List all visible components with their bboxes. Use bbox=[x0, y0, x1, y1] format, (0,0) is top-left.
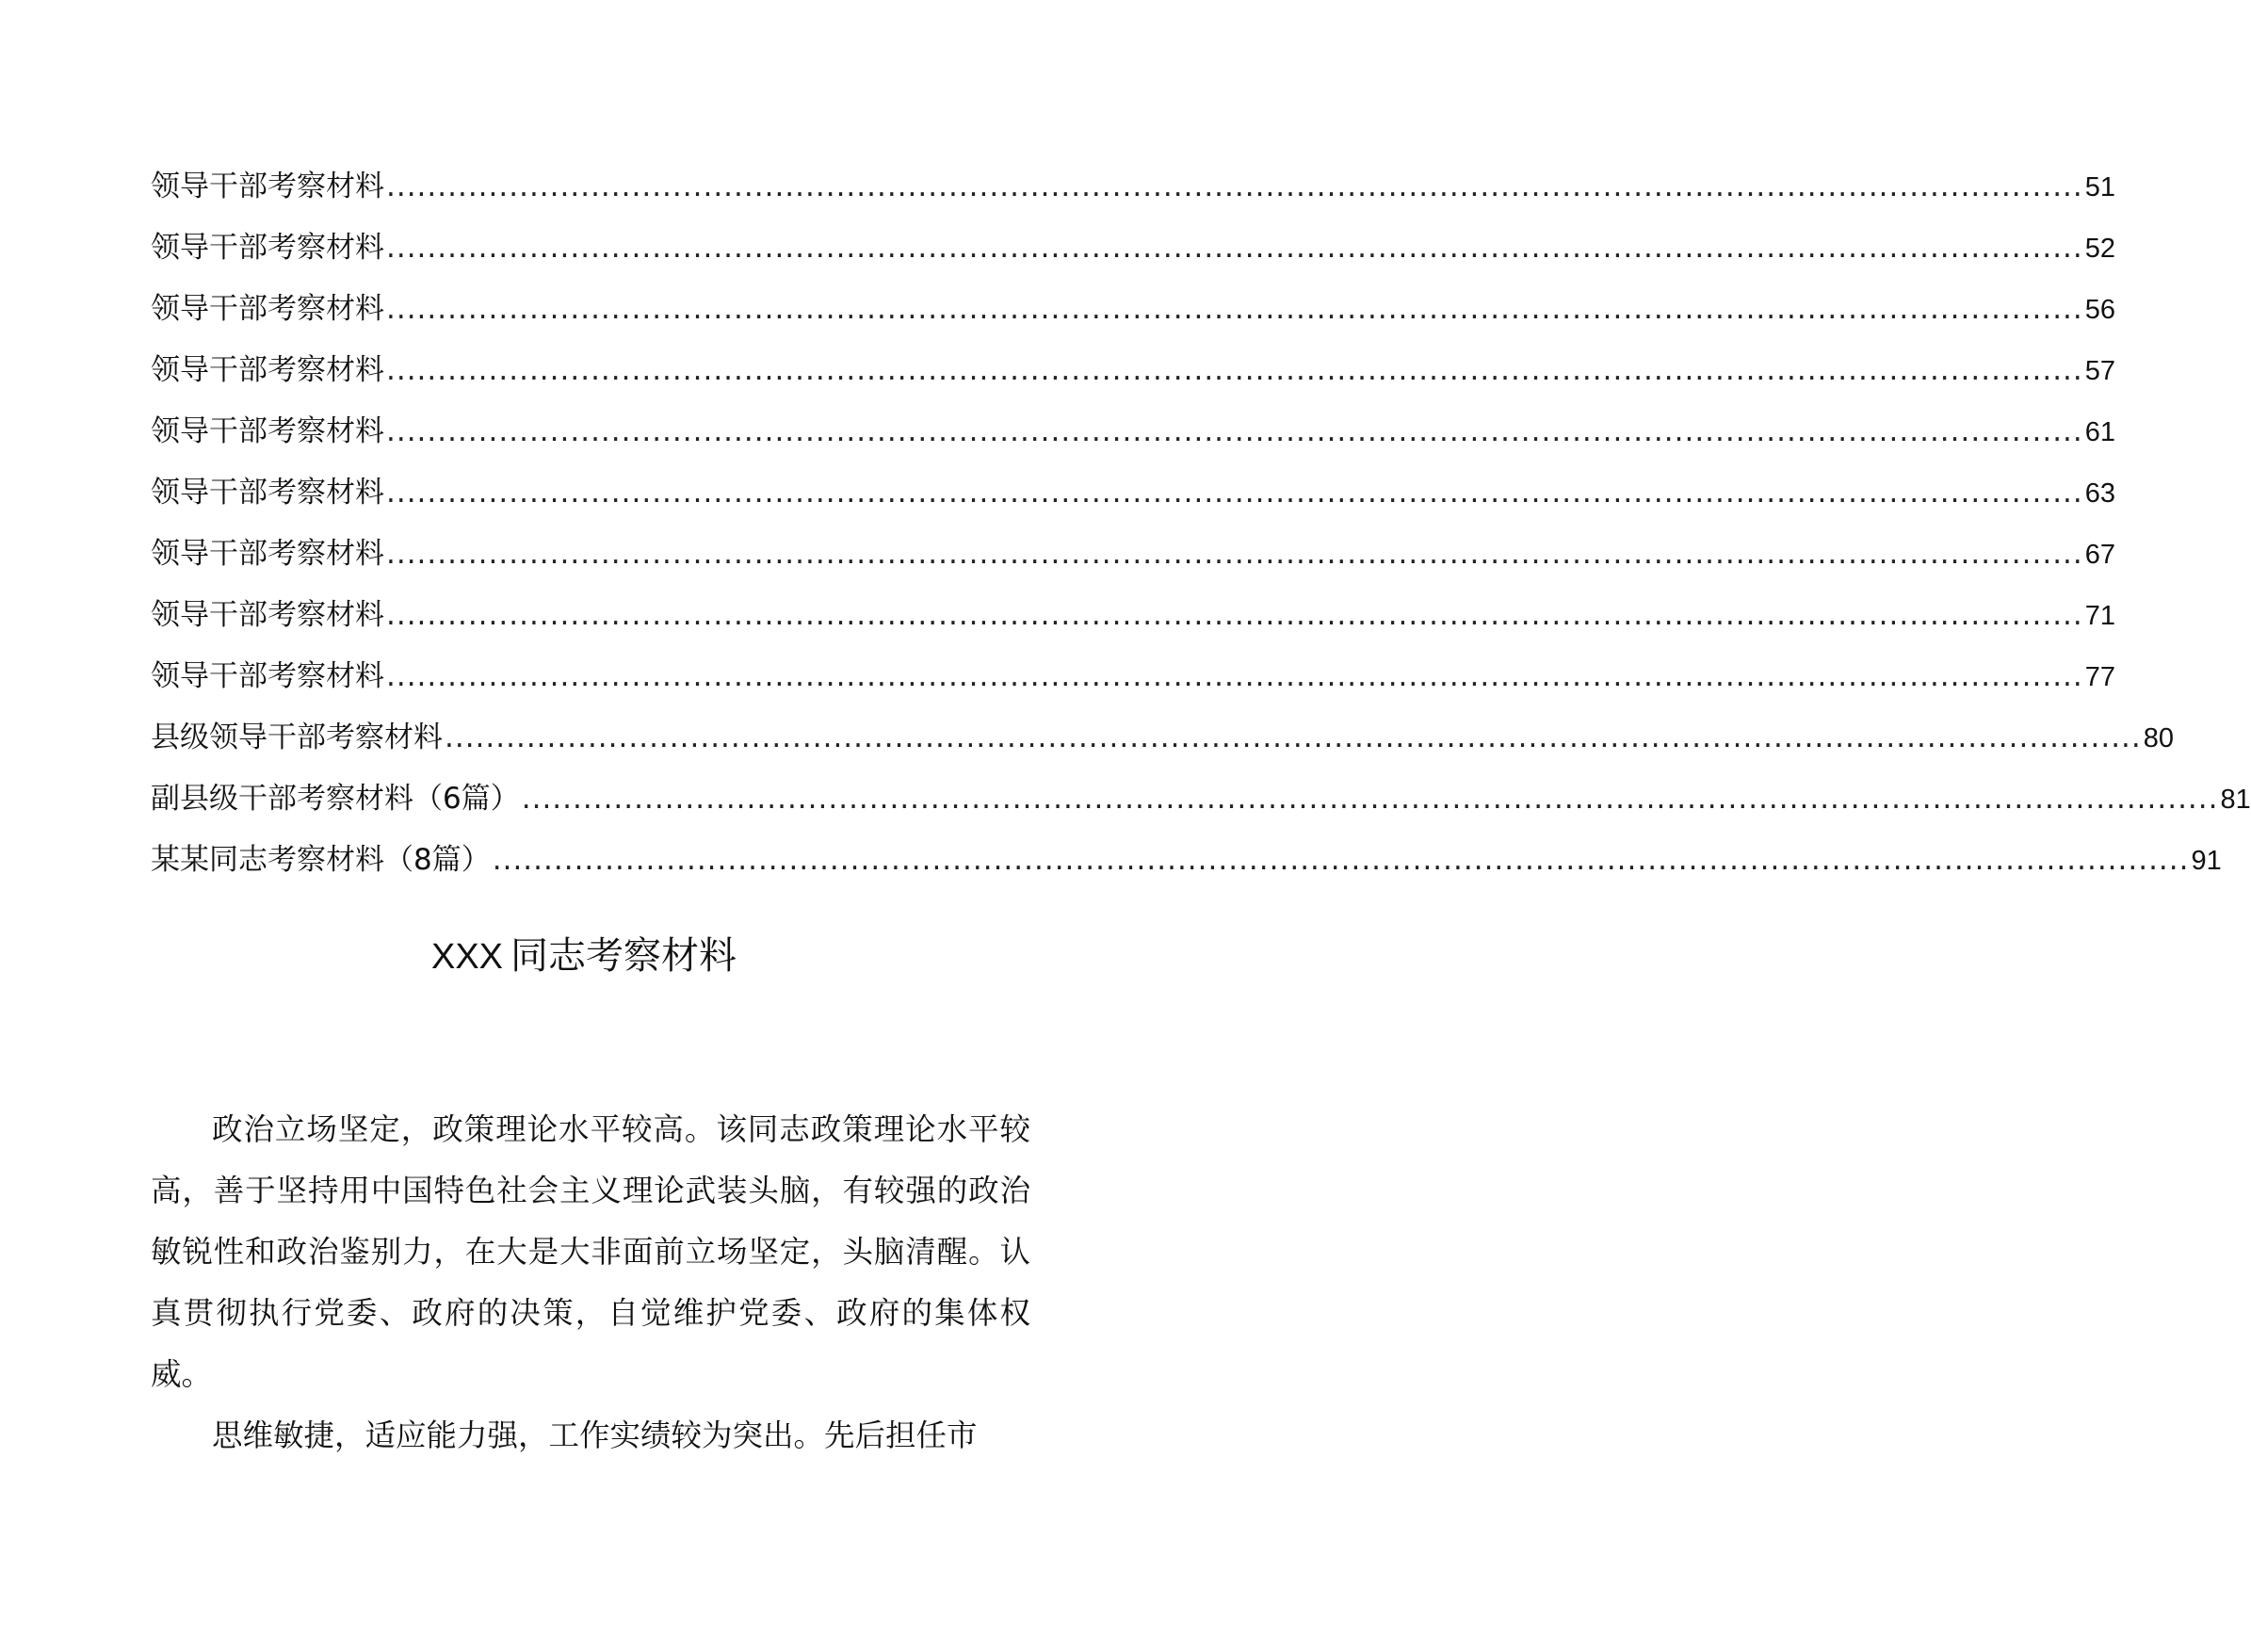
toc-entry[interactable] bbox=[151, 585, 2116, 646]
toc-dot-leader: ...................................................................................................................................................................... bbox=[492, 843, 2190, 877]
toc-page-number: 71 bbox=[2084, 601, 2116, 631]
toc-dot-leader: ...................................................................................................................................................................... bbox=[445, 721, 2142, 754]
toc-dot-leader: ...................................................................................................................................................................... bbox=[386, 537, 2083, 571]
toc-dot-leader: ...................................................................................................................................................................... bbox=[386, 231, 2083, 265]
toc-page-number: 77 bbox=[2084, 662, 2116, 692]
body-paragraph: 思维敏捷，适应能力强，工作实绩较为突出。先后担任市 bbox=[212, 1417, 978, 1453]
toc-entry-title: 县级领导干部考察材料 bbox=[151, 721, 443, 754]
toc-dot-leader: ...................................................................................................................................................................... bbox=[386, 659, 2083, 693]
document-body bbox=[151, 1099, 1030, 1466]
toc-page-number: 61 bbox=[2084, 417, 2116, 447]
toc-page-number: 57 bbox=[2084, 356, 2116, 386]
toc-entry-title: 副县级干部考察材料（6篇） bbox=[151, 782, 520, 816]
toc-entry[interactable] bbox=[151, 156, 2116, 218]
toc-entry-title: 领导干部考察材料 bbox=[151, 476, 384, 510]
toc-entry[interactable] bbox=[151, 830, 2222, 891]
toc-entry-title: 领导干部考察材料 bbox=[151, 598, 384, 632]
toc-entry[interactable] bbox=[151, 707, 2175, 769]
toc-entry[interactable] bbox=[151, 279, 2116, 340]
toc-dot-leader: ...................................................................................................................................................................... bbox=[386, 170, 2083, 203]
toc-entry[interactable] bbox=[151, 646, 2116, 707]
document-title bbox=[0, 928, 1168, 985]
document-title-main: 同志考察材料 bbox=[510, 934, 737, 978]
toc-entry[interactable] bbox=[151, 218, 2116, 279]
toc-dot-leader: ...................................................................................................................................................................... bbox=[386, 414, 2083, 448]
toc-page-number: 80 bbox=[2143, 723, 2175, 753]
toc-entry-title: 领导干部考察材料 bbox=[151, 231, 384, 265]
toc-dot-leader: ...................................................................................................................................................................... bbox=[386, 598, 2083, 632]
toc-dot-leader: ...................................................................................................................................................................... bbox=[386, 353, 2083, 387]
toc-entry-title: 领导干部考察材料 bbox=[151, 414, 384, 448]
toc-entry[interactable] bbox=[151, 462, 2116, 524]
toc-dot-leader: ...................................................................................................................................................................... bbox=[386, 476, 2083, 510]
toc-page-number: 67 bbox=[2084, 540, 2116, 570]
toc-page-number: 51 bbox=[2084, 172, 2116, 202]
toc-entry-title: 某某同志考察材料（8篇） bbox=[151, 843, 491, 877]
toc-entry[interactable] bbox=[151, 524, 2116, 585]
toc-entry-title: 领导干部考察材料 bbox=[151, 353, 384, 387]
toc-entry[interactable] bbox=[151, 769, 2251, 830]
toc-entry-title: 领导干部考察材料 bbox=[151, 537, 384, 571]
body-paragraph: 政治立场坚定，政策理论水平较高。该同志政策理论水平较高，善于坚持用中国特色社会主义理论武装头脑，有较强的政治敏锐性和政治鉴别力，在大是大非面前立场坚定，头脑清醒。认真贯彻执行党委、政府的决策，自觉维护党委、政府的集体权威。 bbox=[151, 1111, 1030, 1392]
toc-page-number: 52 bbox=[2084, 234, 2116, 264]
toc-page-number: 63 bbox=[2084, 478, 2116, 509]
toc-page-number: 56 bbox=[2084, 295, 2116, 325]
toc-entry[interactable] bbox=[151, 401, 2116, 462]
toc-dot-leader: ...................................................................................................................................................................... bbox=[386, 292, 2083, 326]
toc-entry[interactable] bbox=[151, 340, 2116, 401]
toc-entry-title: 领导干部考察材料 bbox=[151, 292, 384, 326]
table-of-contents bbox=[151, 156, 2251, 891]
toc-entry-title: 领导干部考察材料 bbox=[151, 170, 384, 203]
toc-dot-leader: ...................................................................................................................................................................... bbox=[521, 782, 2219, 816]
toc-entry-title: 领导干部考察材料 bbox=[151, 659, 384, 693]
document-title-prefix: XXX bbox=[430, 937, 504, 977]
toc-page-number: 91 bbox=[2191, 846, 2222, 876]
toc-page-number: 81 bbox=[2220, 785, 2251, 815]
